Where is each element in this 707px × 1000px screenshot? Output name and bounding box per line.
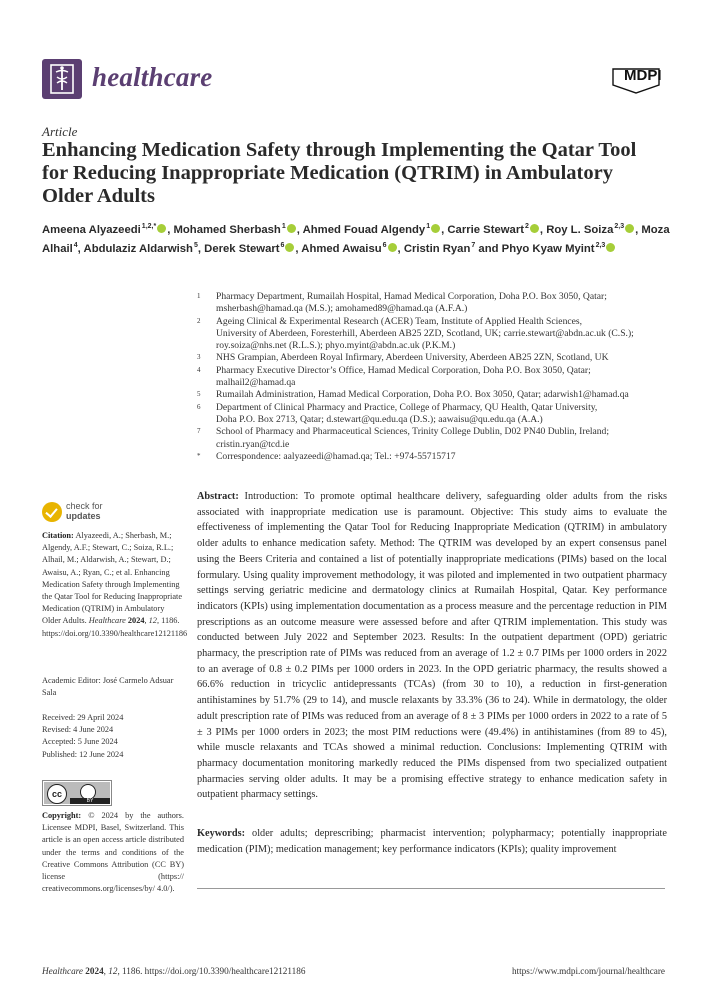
cc-icon: cc — [47, 784, 67, 804]
author-name: Abdulaziz Aldarwish — [83, 242, 193, 255]
cc-by-license-badge[interactable] — [42, 780, 112, 806]
accepted-date: Accepted: 5 June 2024 — [42, 737, 118, 747]
caduceus-icon — [42, 59, 82, 99]
check-line1: check for — [66, 501, 103, 511]
citation-label: Citation: — [42, 531, 74, 540]
divider — [197, 888, 665, 889]
affiliation-number: 1 — [197, 292, 201, 300]
affiliation-line: Pharmacy Executive Director’s Office, Hamad Medical Corporation, Doha P.O. Box 3050, Qatar; — [216, 364, 591, 376]
author-affiliation: 2,3 — [614, 223, 625, 230]
footer-journal-url[interactable]: https://www.mdpi.com/journal/healthcare — [511, 966, 665, 976]
journal-name[interactable]: healthcare — [92, 62, 213, 92]
affiliation-item — [197, 291, 667, 316]
orcid-icon[interactable] — [625, 224, 634, 233]
affiliation-number: 2 — [197, 316, 201, 325]
author-name: Cristin Ryan — [403, 242, 471, 255]
affiliation-item — [197, 402, 667, 427]
check-icon — [42, 502, 62, 522]
author-name: Mohamed Sherbash — [173, 223, 281, 236]
keywords-label: Keywords: — [197, 828, 246, 839]
check-line2: updates — [66, 510, 101, 521]
academic-editor: Academic Editor: José Carmelo Adsuar Sala — [42, 676, 174, 698]
orcid-icon[interactable] — [157, 224, 166, 233]
citation-year: 2024 — [127, 616, 145, 626]
affiliation-item — [197, 352, 667, 364]
received-date: Received: 29 April 2024 — [42, 713, 124, 722]
article-title: Enhancing Medication Safety through Implementing the Qatar Tool for Reducing Inappropriate Medication (QTRIM) in Ambulatory Older Adults — [42, 139, 637, 207]
footer-volume: 12 — [108, 966, 118, 976]
affiliation-line: University of Aberdeen, Foresterhill, Aberdeen AB25 2ZD, Scotland, UK; carrie.stewart@abdn.ac.uk (C.S.); — [216, 327, 634, 339]
dates-block — [42, 712, 184, 761]
abstract-label: Abstract: — [197, 491, 239, 502]
abstract-text: Introduction: To promote optimal healthcare delivery, safeguarding older adults from the risks associated with inappropriate medication use is paramount. Objective: This study aims to evaluate the effectiveness of implementing the Qatar Tool for Reducing Inappropriate Medication (QTRIM) in ambulatory older adults to enhance medication safety. Method: The QTRIM was developed by an expert consensus panel using the Beers Criteria and contained a list of potentially inappropriate medications (PIMs) based on the local formulary. Using quality improvement methodology, it was piloted and implemented in two outpatient pharmacy settings serving geriatric medicine and dermatology clinics at Rumailah Hospital, Qatar. Key performance indicators (KPIs) using implementation documentation as a process measure and the percentage reduction in PIM prescriptions as an outcome measure were assessed before and after QTRIM implementation. This study was conducted between July 2022 and September 2023. Results: In the outpatient department (OPD) geriatric pharmacy, the prescription rate of PIMs was reduced from an average of 1.2 ± 0.7 PIMs per 1000 orders in 2022 to an average of 0.8 ± 0.2 PIMs per 1000 orders in 2023. In the OPD geriatric pharmacy, the results showed a 66.6% reduction in tricyclic antidepressants (TCAs) (from 30 to 10), a reduction in first-generation antihistamines by 51.7% (29 to 14), and muscle relaxants by 33.3% (36 to 24). While in dermatology, the older adult prescription rate of PIMs was reduced from an average of 8 ± 3 PIMs per 1000 orders in 2022 to a rate of 5 ± 3 PIMs per 1000 orders in 2023; the most PIM reductions were (49.4%) in antihistamines (from 89 to 45), while muscle relaxants and TCAs showed a minimal reduction. Conclusions: Implementing QTRIM with pharmacy documentation monitoring markedly reduced the PIMs dispensed from two specialized outpatient pharmacies serving older adults. It may be a promising effective strategy to enhance medication safety in outpatient pharmacy settings. — [197, 491, 667, 801]
author-name: Carrie Stewart — [447, 223, 524, 236]
affiliation-number: 7 — [197, 427, 201, 436]
copyright-label: Copyright: — [42, 811, 82, 820]
author-affiliation: 5 — [193, 241, 198, 249]
footer-citation: Healthcare 2024, 12, 1186. https://doi.org/10.3390/healthcare12121186 — [42, 966, 306, 976]
abstract — [197, 489, 667, 803]
affiliation-line: Correspondence: aalyazeedi@hamad.qa; Tel.: +974-55715717 — [216, 450, 456, 462]
author-affiliation: 1,2,* — [141, 223, 157, 230]
affiliation-line: School of Pharmacy and Pharmaceutical Sciences, Trinity College Dublin, D02 PN40 Dublin, Ireland; — [216, 426, 610, 438]
affiliation-line: NHS Grampian, Aberdeen Royal Infirmary, Aberdeen University, Aberdeen AB25 2ZN, Scotland, UK — [216, 352, 609, 364]
affiliation-number: 5 — [197, 390, 201, 399]
mdpi-logo[interactable] — [612, 67, 660, 94]
keywords-text: older adults; deprescribing; pharmacist intervention; polypharmacy; potentially inappropriate medication (PIM); medication management; key performance indicators (KPIs); quality improvement — [197, 828, 667, 855]
orcid-icon[interactable] — [606, 243, 615, 252]
affiliation-line: msherbash@hamad.qa (M.S.); amohamed89@hamad.qa (A.F.A.) — [216, 303, 468, 315]
journal-logo[interactable] — [42, 59, 82, 99]
author-affiliation: 6 — [280, 241, 285, 249]
by-label: BY — [70, 798, 110, 804]
affiliation-line: cristin.ryan@tcd.ie — [216, 438, 290, 450]
author-affiliation: 6 — [382, 241, 387, 249]
affiliation-line: malhail2@hamad.qa — [216, 377, 296, 389]
author-affiliation: 7 — [471, 241, 476, 249]
affiliation-item — [197, 389, 667, 401]
citation-block: Citation: Alyazeedi, A.; Sherbash, M.; Algendy, A.F.; Stewart, C.; Soiza, R.L.; Alhail, M.; Aldarwish, A.; Stewart, D.; Awaisu, A.; Ryan, C.; et al. Enhancing Medication Safety through Implementing the Qatar Tool for Reducing Inappropriate Medication (QTRIM) in Ambulatory Older Adults. Healthcare 2024, 12, 1186. https://doi.org/10.3390/healthcare12121186 — [42, 531, 188, 638]
author-list: Ameena Alyazeedi$^{1,2,*}$ , Mohamed Sherbash$^1$ , Ahmed Fouad Algendy$^1$ , Carrie Stewart$^2$ , Roy L. Soiza$^{2,3}$ , Moza Alhail$^4$, Abdulaziz Aldarwish$^5$, Derek Stewart$^6$ , Ahmed Awaisu$^6$ , Cristin Ryan$^7$ and Phyo Kyaw Myint$^{2,3}$ — [42, 223, 670, 255]
orcid-icon[interactable] — [285, 243, 294, 252]
copyright-block — [42, 810, 184, 895]
author-affiliation: 2,3 — [595, 241, 606, 249]
citation-text: Alyazeedi, A.; Sherbash, M.; Algendy, A.F.; Stewart, C.; Soiza, R.L.; Alhail, M.; Aldarwish, A.; Stewart, D.; Awaisu, A.; Ryan, C.; et al. Enhancing Medication Safety through Implementing the Qatar Tool for Reducing Inappropriate Medication (QTRIM) in Ambulatory Older Adults. — [42, 531, 183, 626]
published-date: Published: 12 June 2024 — [42, 749, 124, 759]
check-for-updates-badge[interactable] — [42, 502, 142, 522]
author-name: Roy L. Soiza — [546, 223, 614, 236]
affiliation-item — [197, 365, 667, 390]
affiliation-item — [197, 426, 667, 451]
author-name: Moza Alhail — [42, 223, 670, 255]
affiliation-line: Doha P.O. Box 2713, Qatar; d.stewart@qu.edu.qa (D.S.); aawaisu@qu.edu.qa (A.A.) — [216, 413, 543, 425]
author-name: Ahmed Awaisu — [301, 242, 382, 255]
footer-journal: Healthcare — [42, 966, 83, 976]
author-name: Ameena Alyazeedi — [42, 223, 141, 236]
copyright-text: © 2024 by the authors. Licensee MDPI, Basel, Switzerland. This article is an open access article distributed under the terms and conditions of the Creative Commons Attribution (CC BY) license (https:// creativecommons.org/licenses/by/ 4.0/). — [42, 811, 184, 894]
affiliation-line: Pharmacy Department, Rumailah Hospital, Hamad Medical Corporation, Doha P.O. Box 3050, Qatar; — [216, 291, 607, 302]
article-type: Article — [42, 124, 78, 139]
citation-volume: 12 — [148, 616, 157, 626]
affiliation-item — [197, 451, 667, 463]
affiliation-item — [197, 316, 667, 353]
citation-doi[interactable]: , 1186. https://doi.org/10.3390/healthcare12121186 — [42, 616, 188, 638]
affiliation-line: roy.soiza@nhs.net (R.L.S.); phyo.myint@abdn.ac.uk (P.K.M.) — [216, 340, 456, 352]
affiliation-number: 6 — [197, 402, 201, 411]
affiliation-line: Rumailah Administration, Hamad Medical Corporation, Doha P.O. Box 3050, Qatar; adarwish1@hamad.qa — [216, 389, 629, 401]
affiliation-line: Department of Clinical Pharmacy and Practice, College of Pharmacy, QU Health, Qatar University, — [216, 401, 598, 413]
affiliation-number: * — [197, 451, 201, 460]
publisher-name: MDPI — [624, 67, 662, 84]
author-name: Derek Stewart — [204, 242, 280, 255]
author-affiliation: 1 — [281, 223, 286, 230]
author-affiliation: 4 — [73, 241, 78, 249]
author-name: Phyo Kyaw Myint — [501, 242, 595, 255]
footer-year: 2024 — [85, 966, 104, 976]
affiliations — [197, 291, 667, 463]
orcid-icon[interactable] — [388, 243, 397, 252]
author-affiliation: 2 — [525, 223, 529, 230]
orcid-icon[interactable] — [287, 224, 296, 233]
footer-doi[interactable]: , 1186. https://doi.org/10.3390/healthcare12121186 — [117, 966, 306, 976]
author-affiliation: 1 — [426, 223, 431, 230]
citation-journal: Healthcare — [88, 616, 126, 626]
revised-date: Revised: 4 June 2024 — [42, 725, 114, 735]
affiliation-number: 3 — [197, 353, 201, 362]
orcid-icon[interactable] — [530, 224, 539, 233]
author-name: Ahmed Fouad Algendy — [302, 223, 426, 236]
affiliation-line: Ageing Clinical & Experimental Research (ACER) Team, Institute of Applied Health Sciences, — [216, 315, 583, 327]
orcid-icon[interactable] — [431, 224, 440, 233]
keywords — [197, 826, 667, 857]
affiliation-number: 4 — [197, 365, 201, 374]
